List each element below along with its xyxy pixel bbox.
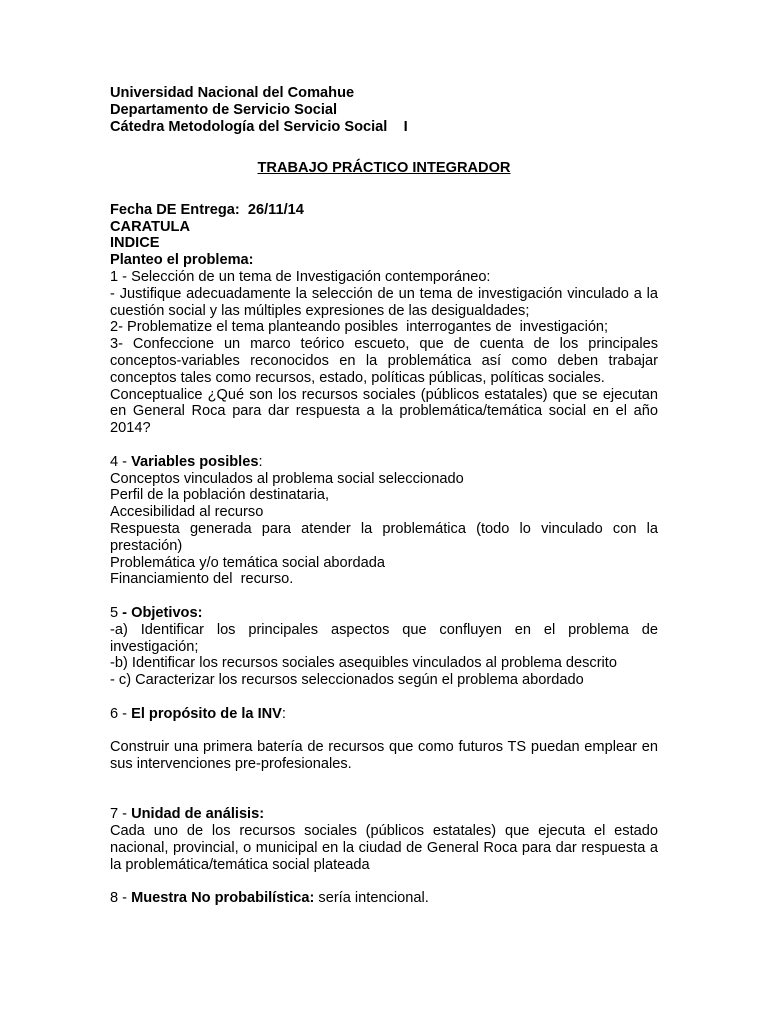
proposito-text: Construir una primera batería de recursos que como futuros TS puedan emplear en sus intervenciones pre-profesionales. (110, 739, 658, 773)
variable-item: Accesibilidad al recurso (110, 504, 264, 521)
objetivos-number: 5 (110, 604, 123, 621)
proposito-number: 6 - (110, 705, 132, 722)
unidad-text: Cada uno de los recursos sociales (públicos estatales) que ejecuta el estado nacional, provincial, o municipal en la ciudad de General Roca para dar respuesta a la problemática/temática social plateada (110, 823, 658, 873)
variables-colon: : (258, 453, 263, 470)
variable-item: Conceptos vinculados al problema social seleccionado (110, 470, 464, 487)
muestra-text: sería intencional. (314, 890, 429, 907)
proposito-heading (110, 706, 658, 723)
due-date: Fecha DE Entrega: 26/11/14 (110, 201, 304, 218)
university-name: Universidad Nacional del Comahue (110, 85, 355, 101)
objetivo-a: -a) Identificar los principales aspectos que confluyen en el problema de investigación; (110, 621, 658, 655)
variable-item: Respuesta generada para atender la problemática (todo lo vinculado con la prestación) (110, 520, 658, 554)
indice-label: INDICE (110, 235, 160, 252)
variables-heading (110, 454, 658, 471)
planteo-item-1-text: - Justifique adecuadamente la selección de un tema de investigación vinculado a la cuestión social y las múltiples expresiones de las desigualdades; (110, 285, 658, 319)
unidad-title: Unidad de análisis: (131, 806, 265, 823)
muestra-number: 8 - (110, 890, 132, 907)
objetivo-c: - c) Caracterizar los recursos seleccionados según el problema abordado (110, 672, 584, 689)
document-title: TRABAJO PRÁCTICO INTEGRADOR (257, 160, 511, 177)
variable-item: Financiamiento del recurso. (110, 571, 294, 588)
variables-title: Variables posibles (131, 453, 259, 470)
document-page (110, 85, 658, 907)
planteo-item-3-conceptualize: Conceptualice ¿Qué son los recursos sociales (públicos estatales) que se ejecutan en General Roca para dar respuesta a la problemática/temática social en el año 2014? (110, 386, 658, 437)
department-name: Departamento de Servicio Social (110, 101, 338, 118)
variable-item: Problemática y/o temática social abordada (110, 554, 385, 571)
planteo-item-2: 2- Problematize el tema planteando posibles interrogantes de investigación; (110, 319, 609, 336)
variables-number: 4 - (110, 453, 132, 470)
unidad-number: 7 - (110, 806, 132, 823)
proposito-colon: : (281, 705, 286, 722)
muestra-title: Muestra No probabilística: (131, 890, 315, 907)
caratula-label: CARATULA (110, 218, 190, 235)
objetivos-heading (110, 605, 658, 622)
muestra-line (110, 890, 658, 907)
proposito-title: El propósito de la INV (131, 705, 282, 722)
planteo-heading: Planteo el problema: (110, 252, 254, 269)
objetivos-title: - Objetivos: (122, 604, 203, 621)
variable-item: Perfil de la población destinataria, (110, 487, 330, 504)
course-name: Cátedra Metodología del Servicio Social I (110, 118, 408, 135)
unidad-heading (110, 806, 658, 823)
planteo-item-1: 1 - Selección de un tema de Investigación contemporáneo: (110, 268, 491, 285)
objetivo-b: -b) Identificar los recursos sociales asequibles vinculados al problema descrito (110, 655, 617, 672)
planteo-item-3: 3- Confeccione un marco teórico escueto, que de cuenta de los principales conceptos-variables reconocidos en la problemática así como deben trabajar conceptos tales como recursos, estado, políticas públicas, políticas sociales. (110, 336, 658, 386)
